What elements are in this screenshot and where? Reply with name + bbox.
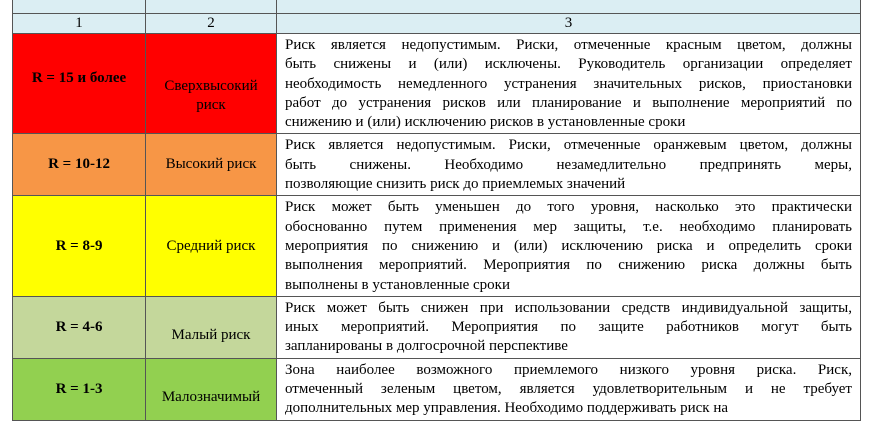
risk-description-cell — [277, 196, 861, 296]
table-row — [13, 358, 861, 420]
table-top-row — [13, 0, 861, 14]
risk-score-cell — [13, 196, 146, 296]
description-line: позволяющие снизить риск до приемлемых значений — [285, 176, 626, 193]
column-number: 1 — [13, 14, 146, 34]
description-line: дополнительных мер управления. Необходимо поддерживать риск на — [285, 400, 729, 417]
risk-description-cell — [277, 296, 861, 358]
column-number: 3 — [277, 14, 861, 34]
risk-level-cell — [146, 134, 277, 196]
description-line: мероприятия по снижению и (или) исключению риска и определить сроки — [285, 237, 852, 254]
description-line: Риск может быть снижен при использовании средств индивидуальной защиты, — [285, 299, 852, 316]
description-line: снижению и (или) исключению рисков в установленные сроки — [285, 114, 686, 131]
risk-score-cell — [13, 358, 146, 420]
table-row — [13, 196, 861, 296]
description-line: иных мероприятий. Мероприятия по защите работников могут быть — [285, 319, 852, 336]
blank-header-cell — [277, 0, 861, 14]
risk-score-cell — [13, 296, 146, 358]
table-row — [13, 134, 861, 196]
risk-description-cell — [277, 34, 861, 134]
column-number-row — [13, 14, 861, 34]
risk-level-cell — [146, 196, 277, 296]
risk-level: Средний риск — [166, 237, 256, 254]
description-line: выполнены в установленные сроки — [285, 276, 510, 293]
risk-level: Высокий риск — [165, 156, 257, 173]
risk-description-cell — [277, 134, 861, 196]
description-line: отмеченный зеленым цветом, является удовлетворительным и не требует — [285, 381, 852, 398]
description-line: быть снижены и (или) исключены. Руководитель организации определяет — [285, 56, 852, 73]
risk-level-table — [12, 0, 861, 421]
description-line: выполнения мероприятий. Мероприятия по снижению риска должны быть — [285, 257, 852, 274]
risk-score: R = 4-6 — [55, 318, 103, 335]
risk-level: Сверхвысокий риск — [164, 77, 258, 113]
risk-score: R = 10-12 — [48, 156, 110, 173]
table-row — [13, 296, 861, 358]
description-line: обоснованно путем применения мер защиты, т.е. необходимо планировать — [285, 218, 852, 235]
risk-score: R = 15 и более — [31, 70, 127, 87]
description-line: запланированы в долгосрочной перспективе — [285, 338, 568, 355]
description-line: Зона наиболее возможного приемлемого низкого уровня риска. Риск, — [285, 361, 852, 378]
risk-level: Малозначимый — [161, 388, 261, 405]
risk-score-cell — [13, 134, 146, 196]
description-line: необходимость немедленного устранения значительных рисков, приостановки — [285, 75, 852, 92]
risk-score-cell — [13, 34, 146, 134]
risk-level-cell — [146, 358, 277, 420]
description-line: Риск является недопустимым. Риски, отмеченные красным цветом, должны — [285, 37, 852, 53]
blank-header-cell — [13, 0, 146, 14]
table-row — [13, 34, 861, 134]
risk-description-cell — [277, 358, 861, 420]
risk-score: R = 8-9 — [55, 237, 103, 254]
blank-header-cell — [146, 0, 277, 14]
description-line: быть снижены. Необходимо незамедлительно предпринять меры, — [285, 156, 852, 173]
description-line: Риск является недопустимым. Риски, отмеченные оранжевым цветом, должны — [285, 137, 852, 154]
risk-level-cell — [146, 34, 277, 134]
risk-level: Малый риск — [171, 326, 251, 343]
description-line: работ до устранения рисков или планирование и выполнение мероприятий по — [285, 94, 852, 111]
risk-score: R = 1-3 — [55, 380, 103, 397]
risk-level-cell — [146, 296, 277, 358]
description-line: Риск может быть уменьшен до того уровня, насколько это практически — [285, 199, 852, 216]
column-number: 2 — [146, 14, 277, 34]
